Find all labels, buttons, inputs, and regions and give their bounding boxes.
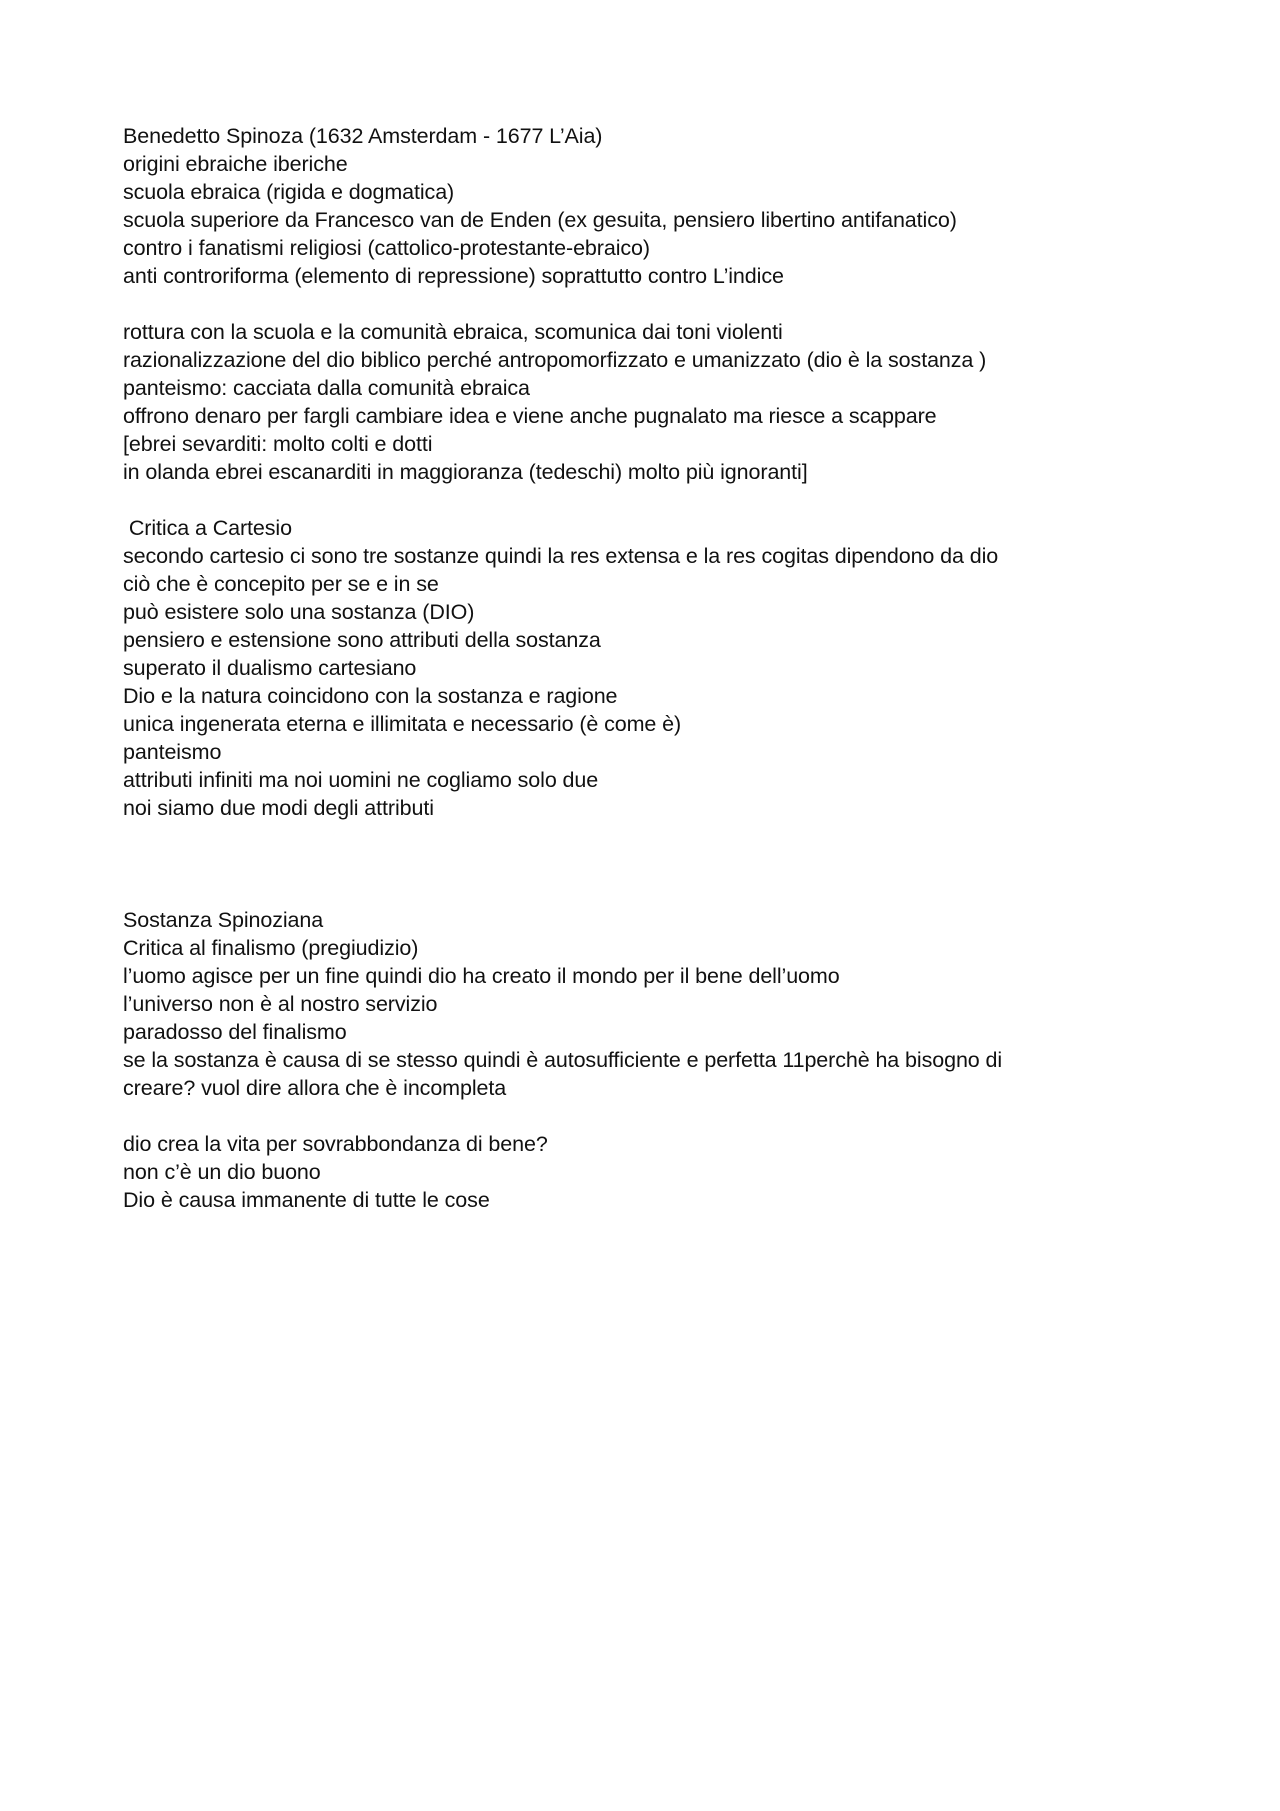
text-line: contro i fanatismi religiosi (cattolico-protestante-ebraico) — [123, 236, 650, 260]
text-line: panteismo: cacciata dalla comunità ebraica — [123, 376, 530, 400]
text-line: non c’è un dio buono — [123, 1160, 321, 1184]
text-line: Dio e la natura coincidono con la sostanza e ragione — [123, 684, 618, 708]
text-line: offrono denaro per fargli cambiare idea e viene anche pugnalato ma riesce a scappare — [123, 404, 937, 428]
text-line: origini ebraiche iberiche — [123, 152, 348, 176]
text-line: scuola superiore da Francesco van de Enden (ex gesuita, pensiero libertino antifanatico) — [123, 208, 957, 232]
text-line: l’universo non è al nostro servizio — [123, 992, 438, 1016]
paragraph-gap — [123, 822, 1173, 906]
text-line: panteismo — [123, 740, 222, 764]
text-line: secondo cartesio ci sono tre sostanze quindi la res extensa e la res cogitas dipendono da dio — [123, 544, 999, 568]
text-line: anti controriforma (elemento di repressione) soprattutto contro L’indice — [123, 264, 784, 288]
text-line: dio crea la vita per sovrabbondanza di bene? — [123, 1132, 548, 1156]
paragraph-gap — [123, 290, 1173, 318]
heading-sostanza-spinoziana: Sostanza Spinoziana — [123, 908, 324, 932]
text-line: [ebrei sevarditi: molto colti e dotti — [123, 432, 433, 456]
notes-body — [123, 122, 1173, 1214]
heading-critica-cartesio: Critica a Cartesio — [123, 516, 292, 540]
text-line: Critica al finalismo (pregiudizio) — [123, 936, 419, 960]
text-line: pensiero e estensione sono attributi della sostanza — [123, 628, 601, 652]
text-line: paradosso del finalismo — [123, 1020, 347, 1044]
text-line: in olanda ebrei escanarditi in maggioranza (tedeschi) molto più ignoranti] — [123, 460, 808, 484]
heading-spinoza: Benedetto Spinoza (1632 Amsterdam - 1677 L’Aia) — [123, 124, 603, 148]
text-line: attributi infiniti ma noi uomini ne cogliamo solo due — [123, 768, 599, 792]
text-line: ciò che è concepito per se e in se — [123, 572, 439, 596]
text-line: se la sostanza è causa di se stesso quindi è autosufficiente e perfetta 11perchè ha bisogno di — [123, 1048, 1003, 1072]
text-line: razionalizzazione del dio biblico perché antropomorfizzato e umanizzato (dio è la sostanza ) — [123, 348, 987, 372]
text-line: l’uomo agisce per un fine quindi dio ha creato il mondo per il bene dell’uomo — [123, 964, 840, 988]
text-line: creare? vuol dire allora che è incompleta — [123, 1076, 507, 1100]
text-line: noi siamo due modi degli attributi — [123, 796, 434, 820]
paragraph-gap — [123, 486, 1173, 514]
text-line: Dio è causa immanente di tutte le cose — [123, 1188, 490, 1212]
text-line: può esistere solo una sostanza (DIO) — [123, 600, 475, 624]
text-line: scuola ebraica (rigida e dogmatica) — [123, 180, 455, 204]
text-line: rottura con la scuola e la comunità ebraica, scomunica dai toni violenti — [123, 320, 783, 344]
text-line: unica ingenerata eterna e illimitata e necessario (è come è) — [123, 712, 682, 736]
text-line: superato il dualismo cartesiano — [123, 656, 417, 680]
paragraph-gap — [123, 1102, 1173, 1130]
